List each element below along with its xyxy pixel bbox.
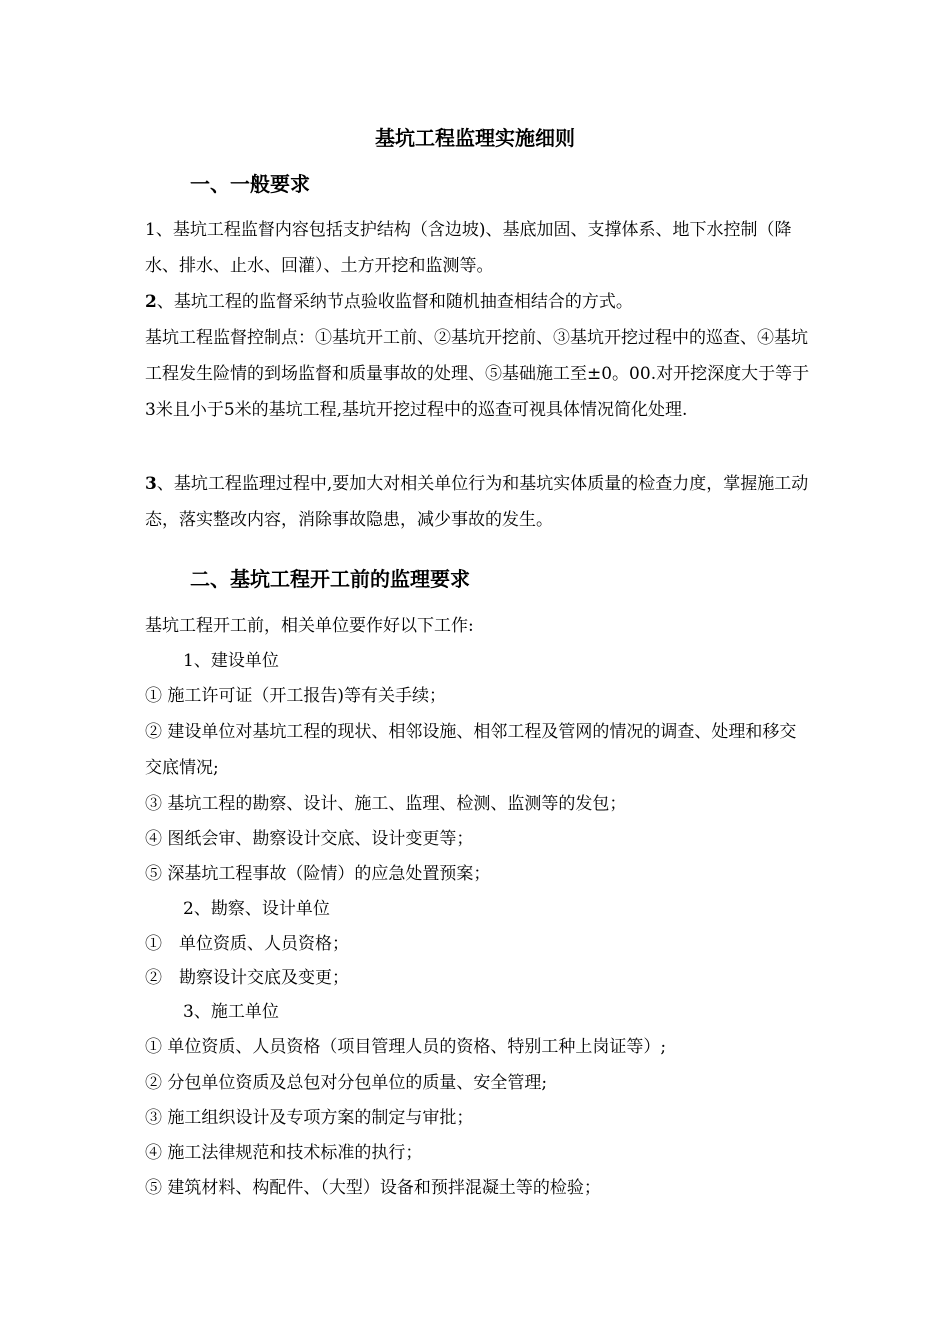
section-2-intro: 基坑工程开工前，相关单位要作好以下工作: xyxy=(145,616,474,636)
section-1-heading: 一、一般要求 xyxy=(190,172,310,196)
group-3-label: 3、施工单位 xyxy=(183,1002,279,1022)
group-1-item-2: ② 建设单位对基坑工程的现状、相邻设施、相邻工程及管网的情况的调查、处理和移交交底情况; xyxy=(145,722,797,778)
group-3-item-5: ⑤ 建筑材料、构配件、（大型）设备和预拌混凝土等的检验； xyxy=(145,1178,601,1198)
group-1-label: 1、建设单位 xyxy=(183,651,279,671)
group-1-item-3: ③ 基坑工程的勘察、设计、施工、监理、检测、监测等的发包； xyxy=(145,794,627,814)
group-1-item-1: ① 施工许可证（开工报告)等有关手续； xyxy=(145,686,447,706)
group-1-item-5: ⑤ 深基坑工程事故（险情）的应急处置预案； xyxy=(145,864,491,884)
group-2-item-2: ② 勘察设计交底及变更； xyxy=(145,968,349,988)
paragraph-4 xyxy=(145,466,813,538)
paragraph-2-number: 2 xyxy=(145,292,157,312)
paragraph-4-number: 3 xyxy=(145,474,157,494)
group-3-item-3: ③ 施工组织设计及专项方案的制定与审批； xyxy=(145,1108,474,1128)
group-3-item-4: ④ 施工法律规范和技术标准的执行； xyxy=(145,1143,423,1163)
paragraph-2 xyxy=(145,284,813,320)
group-2-label: 2、勘察、设计单位 xyxy=(183,899,330,919)
paragraph-3: 基坑工程监督控制点：①基坑开工前、②基坑开挖前、③基坑开挖过程中的巡查、④基坑工程发生险情的到场监督和质量事故的处理、⑤基础施工至±0。00.对开挖深度大于等于3米且小于5米的基坑工程,基坑开挖过程中的巡查可视具体情况简化处理. xyxy=(145,328,810,420)
group-3-item-1: ① 单位资质、人员资格（项目管理人员的资格、特别工种上岗证等）; xyxy=(145,1037,667,1057)
group-3-item-2: ② 分包单位资质及总包对分包单位的质量、安全管理; xyxy=(145,1073,548,1093)
paragraph-2-text: 、基坑工程的监督采纳节点验收监督和随机抽查相结合的方式。 xyxy=(156,292,633,312)
paragraph-1: 1、基坑工程监督内容包括支护结构（含边坡)、基底加固、支撑体系、地下水控制（降水、排水、止水、回灌）、土方开挖和监测等。 xyxy=(145,220,792,276)
group-2-item-1: ① 单位资质、人员资格； xyxy=(145,934,349,954)
document-title: 基坑工程监理实施细则 xyxy=(375,126,575,150)
group-1-item-4: ④ 图纸会审、勘察设计交底、设计变更等； xyxy=(145,829,474,849)
section-2-heading: 二、基坑工程开工前的监理要求 xyxy=(190,567,470,591)
paragraph-4-text: 、基坑工程监理过程中,要加大对相关单位行为和基坑实体质量的检查力度，掌握施工动态，落实整改内容，消除事故隐患，减少事故的发生。 xyxy=(145,474,809,530)
